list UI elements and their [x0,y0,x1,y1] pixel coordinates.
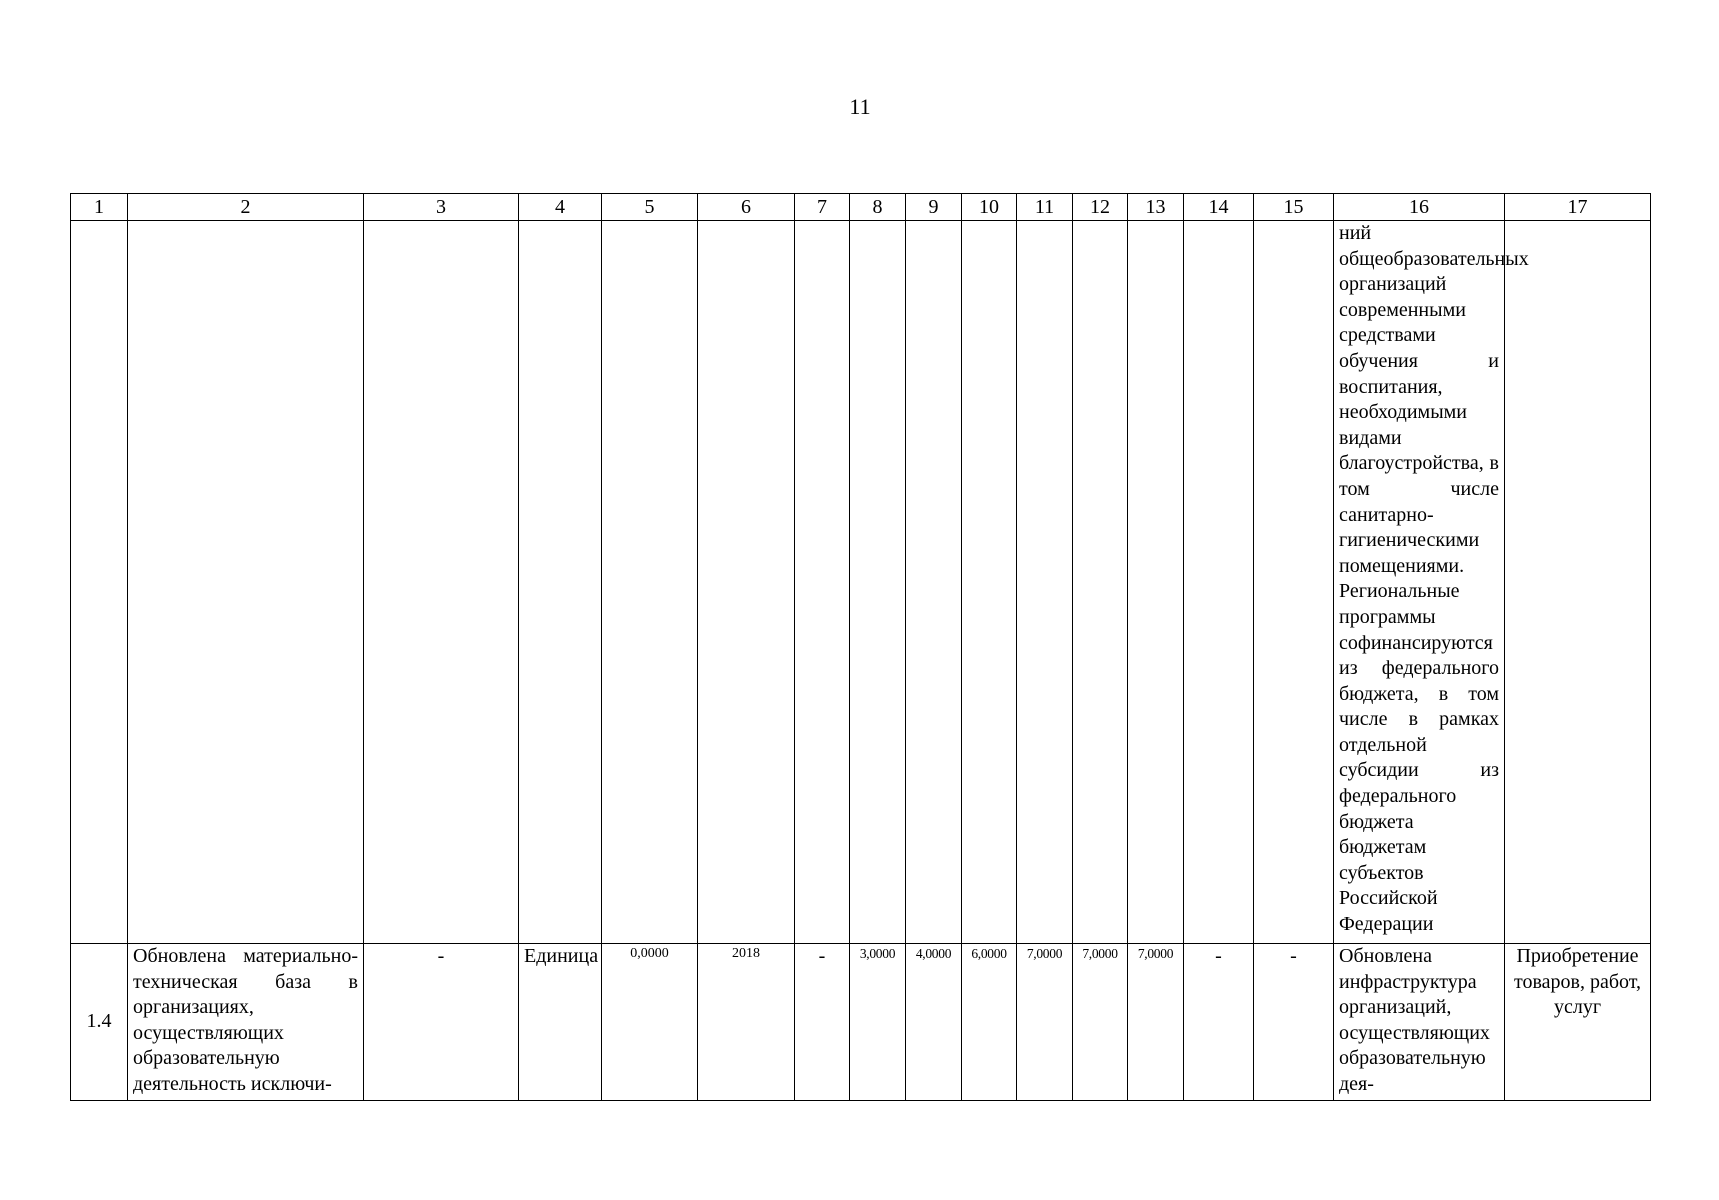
column-header: 1 [71,194,128,221]
empty-cell [128,221,364,944]
empty-cell [1073,221,1128,944]
empty-cell [795,221,850,944]
empty-cell [698,221,795,944]
empty-cell [850,221,906,944]
empty-cell [364,221,519,944]
program-table [70,193,1651,1101]
value-cell: 7,0000 [1128,944,1184,1101]
result-description-cell: ний общеобразовательных организаций современными средствами обучения и воспитания, необходимыми видами благоустройства, в том числе санитарно-гигиеническими помещениями. Региональные программы софинансируются из федерального бюджета, в том числе в рамках отдельной субсидии из федерального бюджета бюджетам субъектов Российской Федерации [1334,221,1505,944]
column-header: 16 [1334,194,1505,221]
column-header: 10 [962,194,1017,221]
result-description-cell: Обновлена инфраструктура организаций, осуществляющих образовательную дея- [1334,944,1505,1101]
empty-cell [1184,221,1254,944]
column-header: 7 [795,194,850,221]
value-cell: 4,0000 [906,944,962,1101]
type-cell: - [364,944,519,1101]
table-row [71,944,1651,1101]
header-row [71,194,1651,221]
column-header: 8 [850,194,906,221]
value-cell: 7,0000 [1017,944,1073,1101]
column-header: 2 [128,194,364,221]
period-cell: - [795,944,850,1101]
indicator-name-cell: Обновлена материально-техническая база в организациях, осуществляющих образовательную деятельность исключи- [128,944,364,1101]
base-year-cell: 2018 [698,944,795,1101]
empty-cell [1128,221,1184,944]
unit-cell: Единица [519,944,602,1101]
empty-cell [71,221,128,944]
column-header: 4 [519,194,602,221]
column-header: 6 [698,194,795,221]
column-header: 13 [1128,194,1184,221]
column-header: 3 [364,194,519,221]
column-header: 12 [1073,194,1128,221]
empty-cell [962,221,1017,944]
empty-cell [602,221,698,944]
dash-cell: - [1184,944,1254,1101]
value-cell: 6,0000 [962,944,1017,1101]
row-number-cell: 1.4 [71,944,128,1101]
dash-cell: - [1254,944,1334,1101]
value-cell: 7,0000 [1073,944,1128,1101]
result-type-cell: Приобретение товаров, работ, услуг [1505,944,1651,1101]
column-header: 9 [906,194,962,221]
column-header: 5 [602,194,698,221]
value-cell: 3,0000 [850,944,906,1101]
base-value-cell: 0,0000 [602,944,698,1101]
column-header: 15 [1254,194,1334,221]
empty-cell [519,221,602,944]
empty-cell [1254,221,1334,944]
column-header: 11 [1017,194,1073,221]
column-header: 17 [1505,194,1651,221]
empty-cell [1505,221,1651,944]
page-number: 11 [849,94,871,119]
column-header: 14 [1184,194,1254,221]
empty-cell [1017,221,1073,944]
continuation-row [71,221,1651,944]
empty-cell [906,221,962,944]
